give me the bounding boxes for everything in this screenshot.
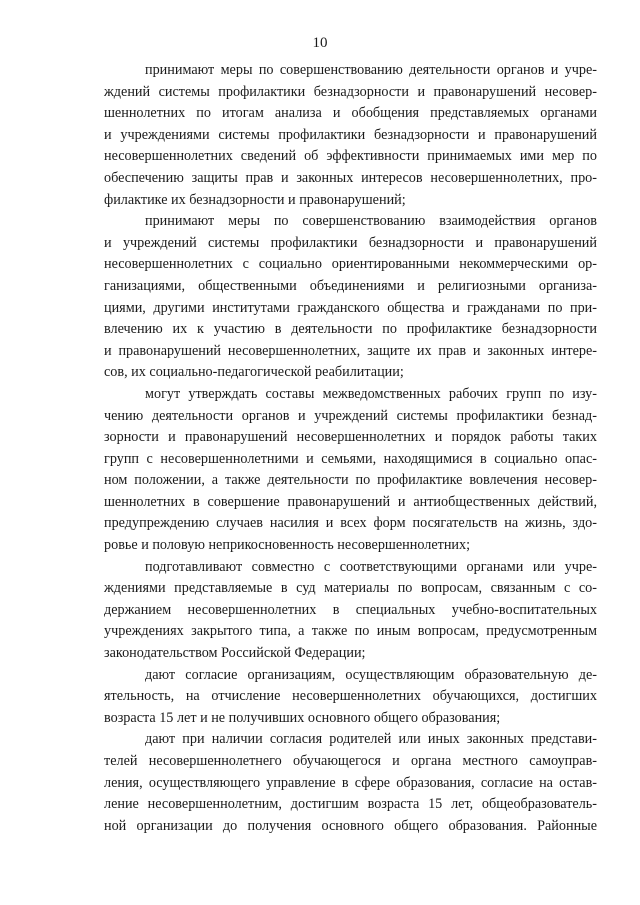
text-line: филактике их безнадзорности и правонарушений; [104,191,406,208]
text-line: ления, осуществляющего управление в сфере образования, согласие на остав- [104,774,597,791]
paragraph [104,665,597,730]
text-line: зорности и правонарушений несовершеннолетних и порядок работы таких [104,429,597,446]
document-body [104,60,597,837]
text-line: циями, другими институтами гражданского общества и гражданами по при- [104,299,597,316]
text-line: шеннолетних по итогам анализа и обобщения представляемых органами [104,105,597,122]
text-line: ганизациями, общественными объединениями и религиозными организа- [104,277,597,294]
text-line: ятельность, на отчисление несовершеннолетних обучающихся, достигших [104,688,597,705]
text-line: ровье и половую неприкосновенность несовершеннолетних; [104,537,471,554]
text-line: принимают меры по совершенствованию взаимодействия органов [145,213,597,230]
paragraph [104,729,597,837]
text-line: групп с несовершеннолетними и семьями, находящимися в социально опас- [104,450,597,467]
text-line: чению деятельности органов и учреждений системы профилактики безнад- [104,407,597,424]
text-line: держанием несовершеннолетних в специальных учебно-воспитательных [104,601,597,618]
text-line: ждений системы профилактики безнадзорности и правонарушений несовер- [104,83,597,100]
text-line: шеннолетних в совершение правонарушений и антиобщественных действий, [104,493,597,510]
text-line: ждениями представляемые в суд материалы по вопросам, связанным с со- [104,580,597,597]
text-line: возраста 15 лет и не получивших основного общего образования; [104,709,501,726]
text-line: законодательством Российской Федерации; [104,645,366,662]
text-line: телей несовершеннолетнего обучающегося и органа местного самоуправ- [104,753,597,769]
text-line: и правонарушений несовершеннолетних, защите их прав и законных интере- [104,342,597,359]
text-line: принимают меры по совершенствованию деятельности органов и учре- [145,62,597,78]
text-line: ной организации до получения основного общего образования. Районные [104,817,597,834]
paragraph [104,384,597,557]
text-line: несовершеннолетних с социально ориентированными некоммерческими ор- [104,256,597,273]
text-line: учреждениях закрытого типа, а также по иным вопросам, предусмотренным [104,623,597,640]
text-line: влечению их к участию в деятельности по профилактике безнадзорности [104,321,597,338]
text-line: предупреждению случаев насилия и всех форм посягательств на жизнь, здо- [104,515,597,532]
page-number: 10 [312,35,328,51]
text-line: ном положении, а также деятельности по профилактике вовлечения несовер- [104,472,597,489]
text-line: могут утверждать составы межведомственных рабочих групп по изу- [145,385,597,402]
text-line: подготавливают совместно с соответствующими органами или учре- [145,558,597,575]
text-line: обеспечению защиты прав и законных интересов несовершеннолетних, про- [104,169,597,186]
text-line: несовершеннолетних сведений об эффективности принимаемых ими мер по [104,148,597,165]
text-line: дают согласие организациям, осуществляющим образовательную де- [145,666,597,683]
paragraph [104,211,597,384]
text-line: и учреждений системы профилактики безнадзорности и правонарушений [104,234,597,251]
paragraph [104,557,597,665]
text-line: ление несовершеннолетним, достигшим возраста 15 лет, общеобразователь- [104,796,597,813]
text-line: сов, их социально-педагогической реабилитации; [104,364,404,381]
paragraph [104,60,597,211]
text-line: и учреждениями системы профилактики безнадзорности и правонарушений [104,126,597,143]
text-line: дают при наличии согласия родителей или иных законных представи- [145,731,597,748]
